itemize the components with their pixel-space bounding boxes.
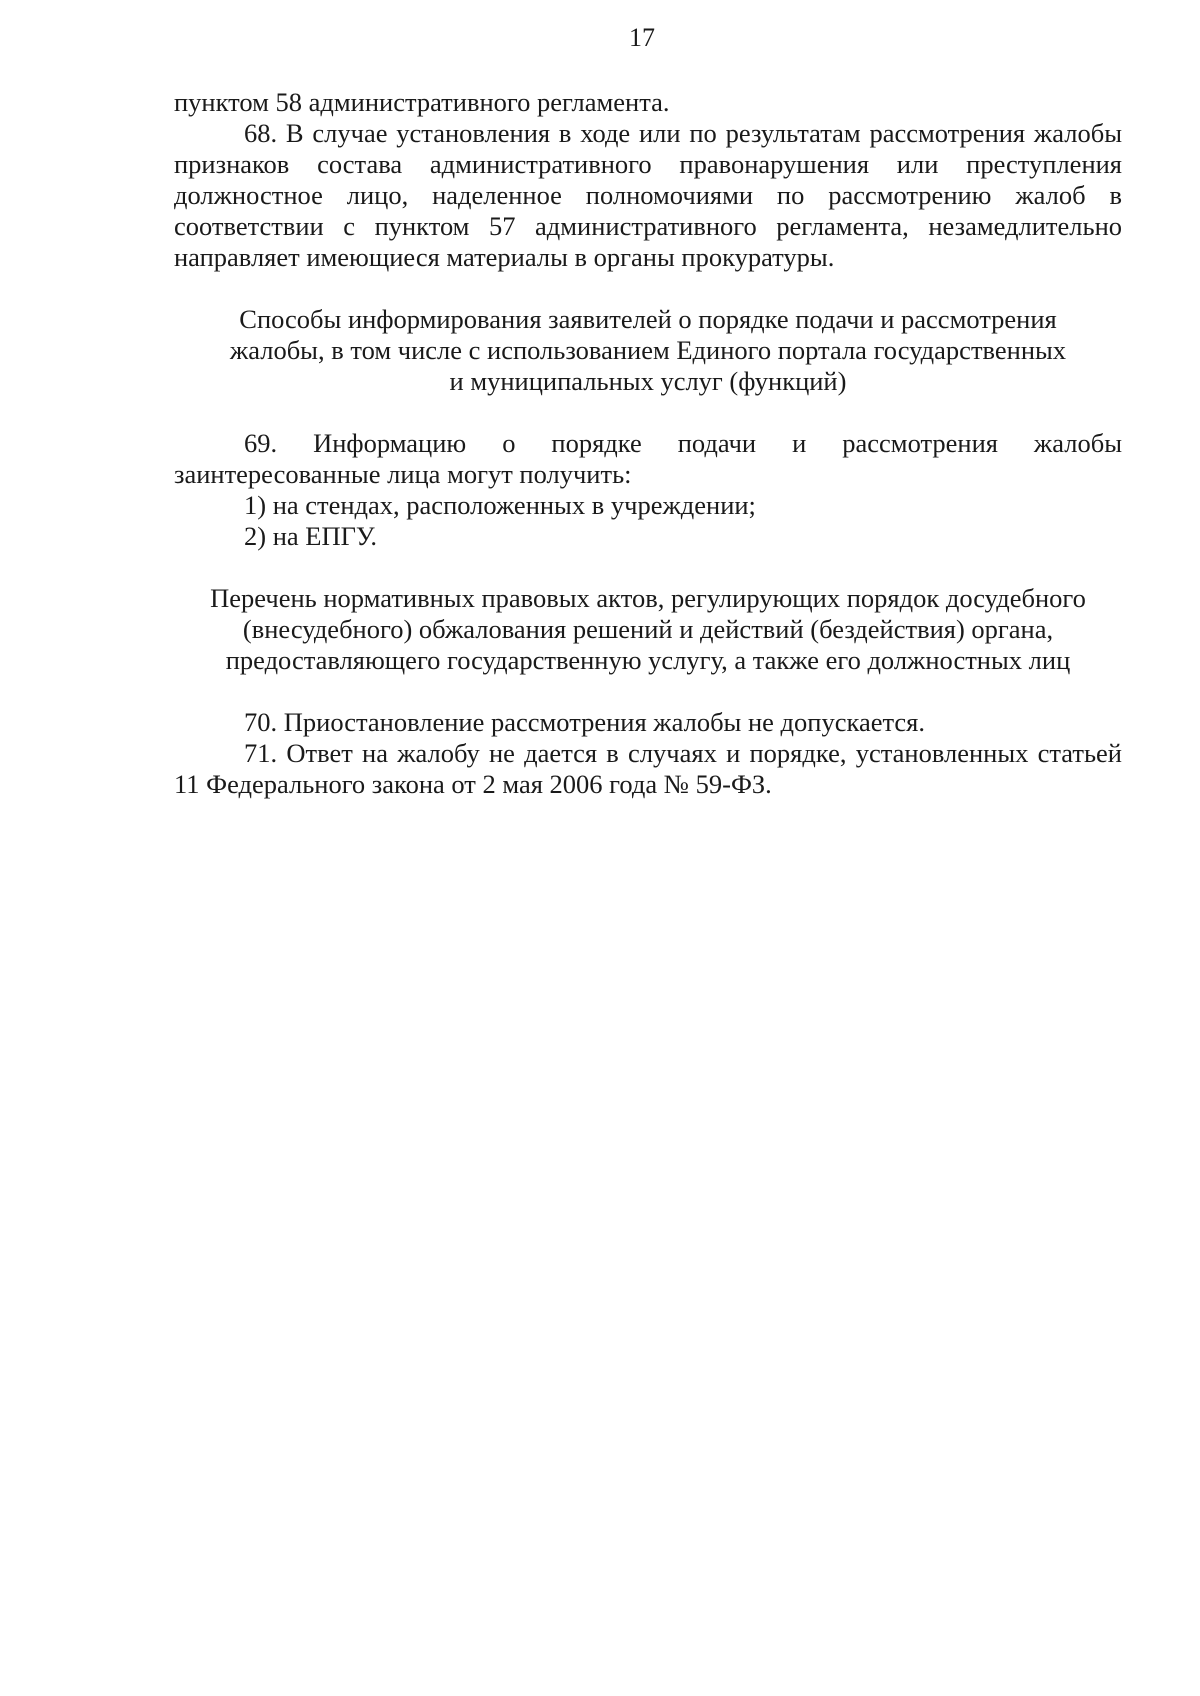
- section-heading-legal-acts: [174, 583, 1122, 676]
- list-item: 2) на ЕПГУ.: [244, 521, 377, 551]
- spacer: [174, 397, 1122, 428]
- paragraph-68: 68. В случае установления в ходе или по результатам рассмотрения жалобы признаков состава административного правонарушения или преступления должностное лицо, наделенное полномочиями по рассмотрению жалоб в соответствии с пунктом 57 административного регламента, незамедлительно направляет имеющиеся материалы в органы прокуратуры.: [174, 118, 1122, 272]
- page-number: 17: [629, 23, 655, 52]
- spacer: [174, 273, 1122, 304]
- section-heading-complaint-info: [174, 304, 1122, 397]
- paragraph-continuation: пунктом 58 административного регламента.: [174, 87, 670, 117]
- heading-line: жалобы, в том числе с использованием Единого портала государственных: [229, 335, 1067, 365]
- heading-line: и муниципальных услуг (функций): [449, 366, 847, 396]
- spacer: [174, 552, 1122, 583]
- heading-line: Способы информирования заявителей о порядке подачи и рассмотрения: [239, 304, 1057, 334]
- heading-line: (внесудебного) обжалования решений и действий (бездействия) органа,: [242, 614, 1054, 644]
- heading-line: предоставляющего государственную услугу, а также его должностных лиц: [225, 645, 1071, 675]
- document-body: [174, 87, 1122, 800]
- heading-line: Перечень нормативных правовых актов, регулирующих порядок досудебного: [210, 583, 1086, 613]
- paragraph-69: 69. Информацию о порядке подачи и рассмотрения жалобы заинтересованные лица могут получить:: [174, 428, 1122, 489]
- paragraph-71: 71. Ответ на жалобу не дается в случаях и порядке, установленных статьей 11 Федерального закона от 2 мая 2006 года № 59-ФЗ.: [174, 738, 1122, 799]
- spacer: [174, 676, 1122, 707]
- list-item: 1) на стендах, расположенных в учреждении;: [244, 490, 756, 520]
- paragraph-70: 70. Приостановление рассмотрения жалобы не допускается.: [244, 707, 925, 737]
